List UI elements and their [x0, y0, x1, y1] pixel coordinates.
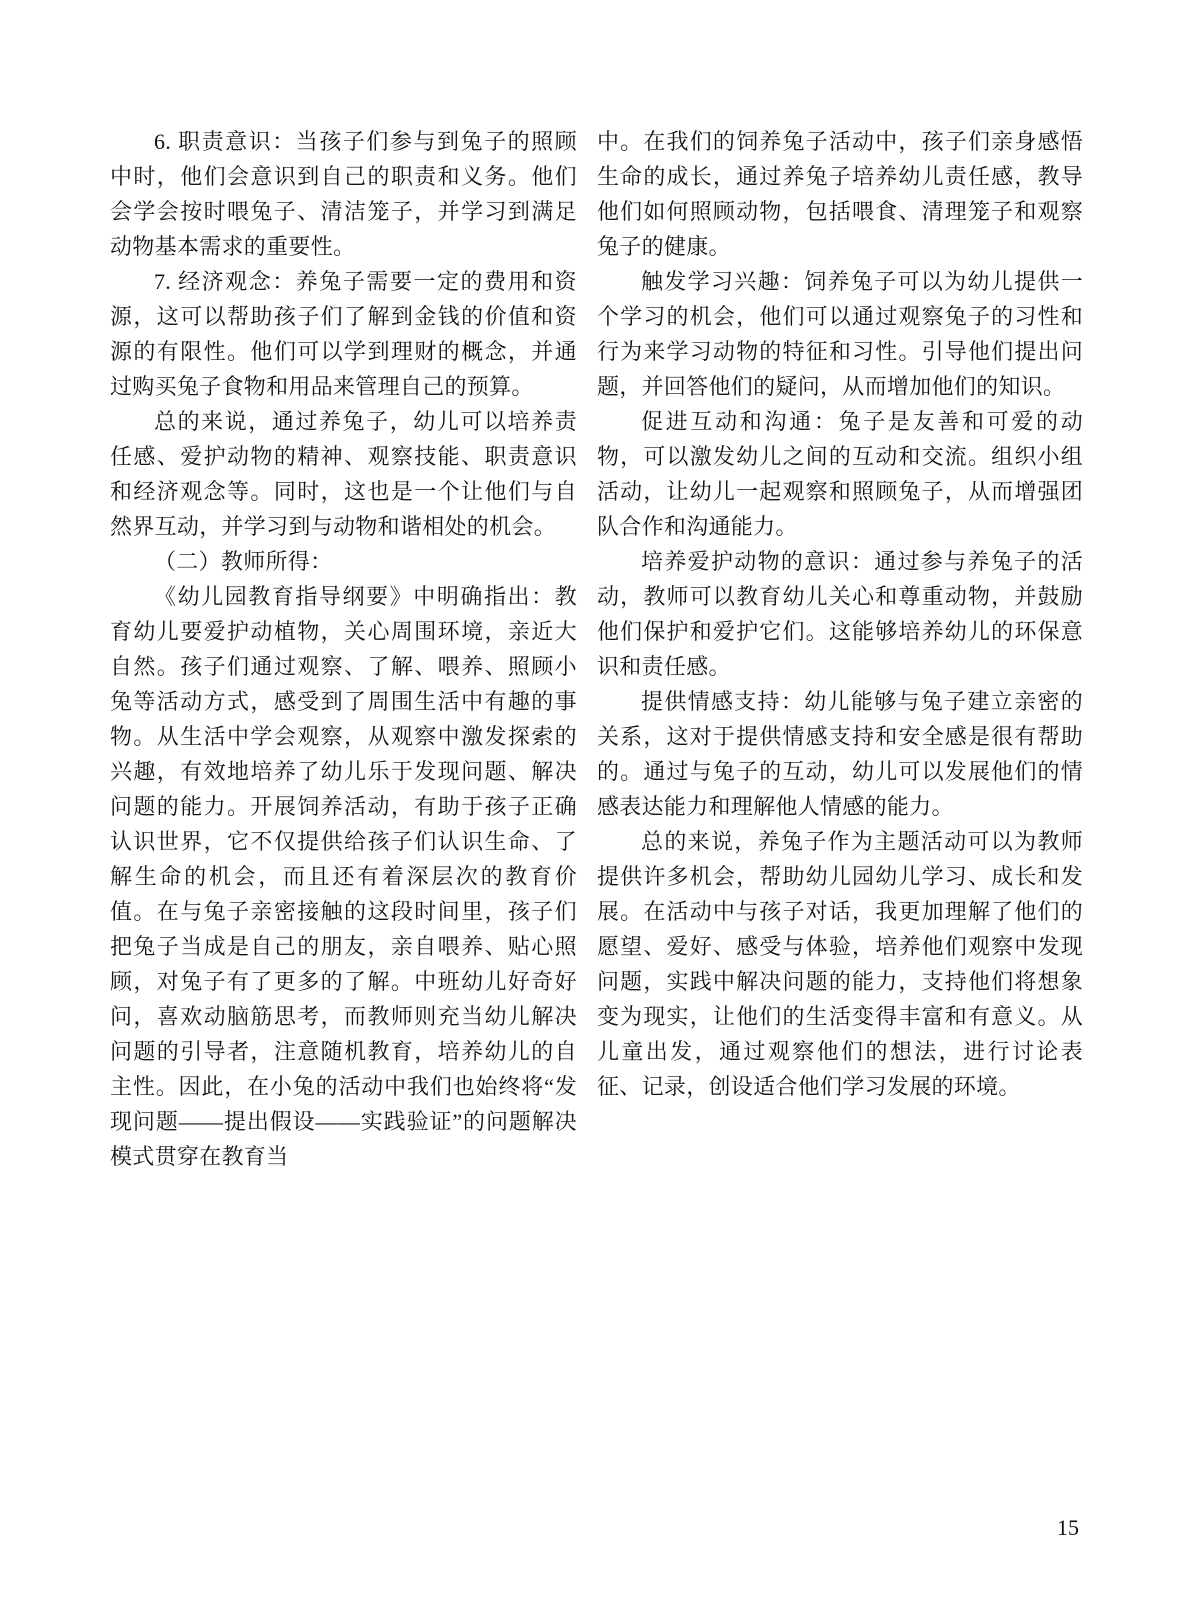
heading-teacher-gains: （二）教师所得： — [154, 549, 333, 574]
paragraph-emotional-support: 提供情感支持：幼儿能够与兔子建立亲密的关系，这对于提供情感支持和安全感是很有帮助的。通过与兔子的互动，幼儿可以发展他们的情感表达能力和理解他人情感的能力。 — [597, 689, 1083, 819]
paragraph-overall-teacher-summary: 总的来说，养兔子作为主题活动可以为教师提供许多机会，帮助幼儿园幼儿学习、成长和发展。在活动中与孩子对话，我更加理解了他们的愿望、爱好、感受与体验，培养他们观察中发现问题，实践中解决问题的能力，支持他们将想象变为现实，让他们的生活变得丰富和有意义。从儿童出发，通过观察他们的想法，进行讨论表征、记录，创设适合他们学习发展的环境。 — [597, 829, 1083, 1099]
paragraph-animal-care-awareness: 培养爱护动物的意识：通过参与养兔子的活动，教师可以教育幼儿关心和尊重动物，并鼓励他们保护和爱护它们。这能够培养幼儿的环保意识和责任感。 — [597, 549, 1083, 679]
paragraph-economic-concept: 7. 经济观念：养兔子需要一定的费用和资源，这可以帮助孩子们了解到金钱的价值和资源的有限性。他们可以学到理财的概念，并通过购买兔子食物和用品来管理自己的预算。 — [110, 269, 577, 399]
right-text-column — [597, 124, 1083, 1104]
left-text-column — [110, 124, 577, 1174]
paragraph-kindergarten-outline: 《幼儿园教育指导纲要》中明确指出：教育幼儿要爱护动植物，关心周围环境，亲近大自然。孩子们通过观察、了解、喂养、照顾小兔等活动方式，感受到了周围生活中有趣的事物。从生活中学会观察，从观察中激发探索的兴趣，有效地培养了幼儿乐于发现问题、解决问题的能力。开展饲养活动，有助于孩子正确认识世界，它不仅提供给孩子们认识生命、了解生命的机会，而且还有着深层次的教育价值。在与兔子亲密接触的这段时间里，孩子们把兔子当成是自己的朋友，亲自喂养、贴心照顾，对兔子有了更多的了解。中班幼儿好奇好问，喜欢动脑筋思考，而教师则充当幼儿解决问题的引导者，注意随机教育，培养幼儿的自主性。因此，在小兔的活动中我们也始终将“发现问题——提出假设——实践验证”的问题解决模式贯穿在教育当 — [110, 584, 577, 1169]
paragraph-responsibility-awareness: 6. 职责意识：当孩子们参与到兔子的照顾中时，他们会意识到自己的职责和义务。他们会学会按时喂兔子、清洁笼子，并学习到满足动物基本需求的重要性。 — [110, 129, 577, 259]
paragraph-promote-interaction: 促进互动和沟通：兔子是友善和可爱的动物，可以激发幼儿之间的互动和交流。组织小组活动，让幼儿一起观察和照顾兔子，从而增强团队合作和沟通能力。 — [597, 409, 1083, 539]
paragraph-summary-children-gains: 总的来说，通过养兔子，幼儿可以培养责任感、爱护动物的精神、观察技能、职责意识和经济观念等。同时，这也是一个让他们与自然界互动，并学习到与动物和谐相处的机会。 — [110, 409, 577, 539]
page-number: 15 — [1057, 1515, 1079, 1540]
paragraph-trigger-learning-interest: 触发学习兴趣：饲养兔子可以为幼儿提供一个学习的机会，他们可以通过观察兔子的习性和行为来学习动物的特征和习性。引导他们提出问题，并回答他们的疑问，从而增加他们的知识。 — [597, 269, 1083, 399]
paragraph-continuation-feeding-activity: 中。在我们的饲养兔子活动中，孩子们亲身感悟生命的成长，通过养兔子培养幼儿责任感，教导他们如何照顾动物，包括喂食、清理笼子和观察兔子的健康。 — [597, 129, 1083, 259]
